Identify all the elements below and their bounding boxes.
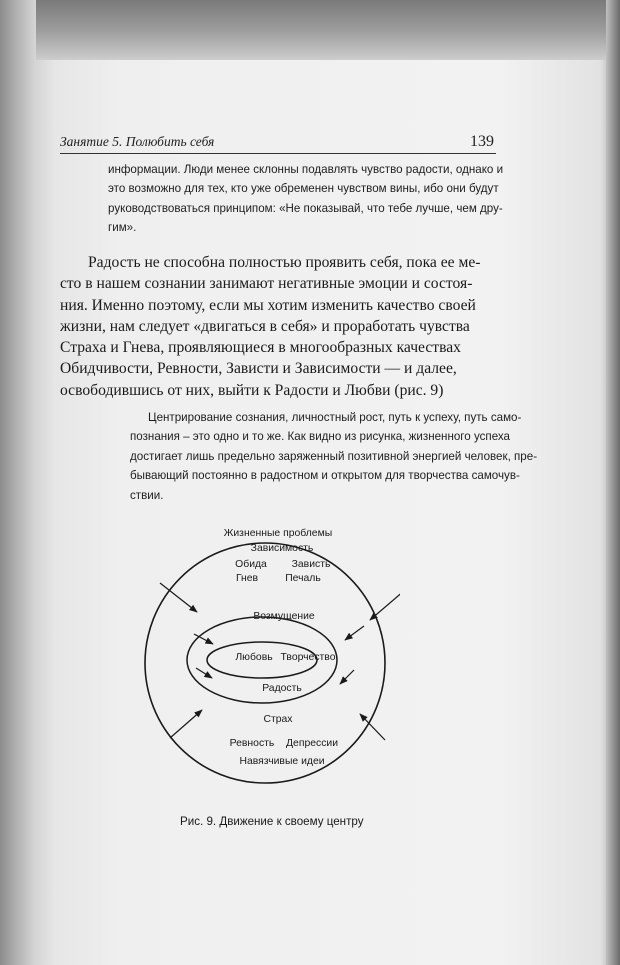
intro-paragraph: [108, 160, 504, 238]
label-indignation: Возмущение: [253, 611, 315, 622]
text-line: Центрирование сознания, личностный рост, путь к успеху, путь само-: [148, 411, 522, 424]
label-anger: Гнев: [235, 573, 259, 584]
arrow: [196, 668, 212, 678]
text-line: Обидчивости, Ревности, Зависти и Зависимости — и далее,: [60, 360, 457, 378]
text-line: Радость не способна полностью проявить себя, пока ее ме-: [88, 254, 481, 271]
label-life-problems: Жизненные проблемы: [223, 528, 333, 539]
page-number: 139: [470, 133, 494, 150]
text-line: ния. Именно поэтому, если мы хотим изменить качество своей: [60, 296, 476, 314]
arrow: [370, 590, 400, 620]
text-line: достигает лишь предельно заряженный позитивной энергией человек, пре-: [130, 449, 538, 463]
arrow: [345, 626, 364, 640]
text-line: гим».: [108, 221, 137, 235]
chapter-title: Занятие 5. Полюбить себя: [60, 134, 215, 149]
label-joy: Радость: [262, 683, 302, 694]
text-line: ствии.: [130, 488, 164, 502]
scan-shadow-top: [18, 0, 620, 60]
running-header: [60, 131, 496, 154]
center-movement-diagram: [130, 518, 400, 808]
text-line: Страха и Гнева, проявляющиеся в многообразных качествах: [60, 339, 461, 357]
label-sadness: Печаль: [285, 573, 321, 584]
text-line: жизни, нам следует «двигаться в себя» и проработать чувства: [60, 317, 470, 335]
label-resentment: Обида: [235, 559, 267, 570]
text-line: бывающий постоянно в радостном и открытом для творчества самочув-: [130, 469, 520, 483]
scan-shadow-left: [0, 0, 36, 965]
arrow: [340, 670, 354, 684]
arrow: [160, 583, 197, 612]
label-envy: Зависть: [291, 559, 331, 570]
text-line: познания – это одно и то же. Как видно из рисунка, жизненного успеха: [130, 430, 511, 444]
text-line: руководствоваться принципом: «Не показывай, что тебе лучше, чем дру-: [108, 201, 503, 215]
text-line: освободившись от них, выйти к Радости и Любви (рис. 9): [60, 381, 444, 399]
scan-shadow-right: [606, 0, 620, 965]
label-creativity: Творчество: [280, 652, 336, 663]
label-jealousy: Ревность: [229, 738, 275, 749]
arrow: [170, 710, 202, 738]
text-line: сто в нашем сознании занимают негативные эмоции и состоя-: [60, 275, 473, 293]
text-line: это возможно для тех, кто уже обременен чувством вины, ибо они будут: [108, 182, 499, 196]
label-fear: Страх: [263, 714, 293, 725]
label-obsessions: Навязчивые идеи: [239, 756, 325, 767]
main-paragraph: [60, 252, 496, 401]
label-love: Любовь: [235, 652, 273, 663]
note-paragraph: [130, 408, 538, 505]
text-line: информации. Люди менее склонны подавлять чувство радости, однако и: [108, 163, 504, 176]
label-depression: Депрессии: [286, 738, 338, 749]
label-dependence: Зависимость: [250, 543, 314, 554]
figure-caption: Рис. 9. Движение к своему центру: [180, 815, 364, 828]
